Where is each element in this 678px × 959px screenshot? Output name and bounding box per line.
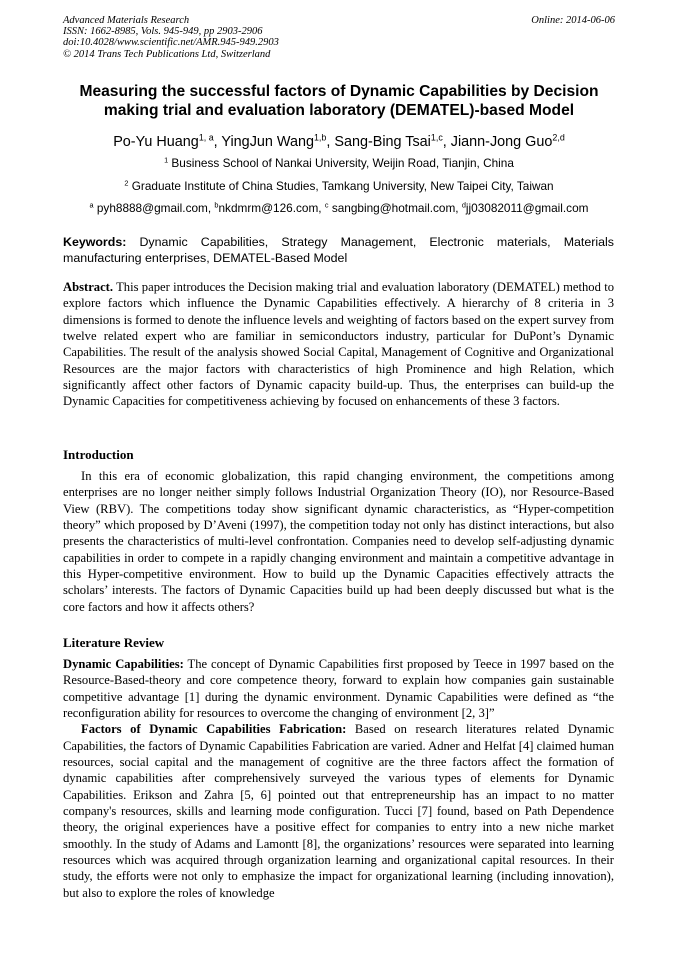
email-list: $^a$ pyh8888@gmail.com, $^b$nkdmrm@126.com, $^c$ sangbing@hotmail.com, $^d$jj03082011@gmail.com — [89, 200, 589, 215]
introduction-body — [63, 468, 614, 615]
affiliation-1: $^1$ Business School of Nankai University, Weijin Road, Tianjin, China — [164, 155, 514, 170]
author-list — [40, 133, 638, 151]
heading-introduction: Introduction — [63, 447, 134, 462]
runin-factors: Factors of Dynamic Capabilities Fabrication: — [81, 722, 347, 737]
heading-literature-review: Literature Review — [63, 635, 165, 650]
author: Jiann-Jong Guo$^{2,d}$ — [450, 132, 565, 150]
author: Po-Yu Huang$^{1, a}$, — [113, 132, 222, 150]
journal-copyright: © 2014 Trans Tech Publications Ltd, Switzerland — [63, 48, 271, 60]
abstract-label: Abstract. — [63, 280, 114, 294]
keywords-label: Keywords: — [63, 235, 127, 249]
literature-paragraph-1: Dynamic Capabilities: The concept of Dynamic Capabilities first proposed by Teece in 1997 based on the Resource-Based-theory and core competence theory, forward to explain how companies gain sustainable competitive advantage [1] during the dynamic environment. Dynamic Capabilities were defined as “the reconfiguration ability for resources to overcome the changing of environment [2, 3]” — [63, 657, 614, 721]
paper-title: Measuring the successful factors of Dynamic Capabilities by Decision making trial and evaluation laboratory (DEMATEL)-based Model — [79, 83, 599, 119]
affiliation-2: $^2$ Graduate Institute of China Studies, Tamkang University, New Taipei City, Taiwan — [124, 178, 554, 193]
author: YingJun Wang$^{1,b}$, — [221, 132, 335, 150]
introduction-paragraph: In this era of economic globalization, this rapid changing environment, the competitions among enterprises are no longer neither simply follows Industrial Organization Theory (IO), nor Resource-Based View (RBV). The competitions today show significant dynamic characteristics, as “Hyper-competition theory” which proposed by D’Aveni (1997), the competition today not only has distinct interactions, but also presents the characteristics of multi-level confrontation. Companies need to develop self-adjusting dynamic capabilities in order to compete in a rapidly changing environment and maintain a competitive advantage in this Hyper-competitive environment. How to build up the Dynamic Capacities effectively attracts the scholars’ interests. The factors of Dynamic Capacities build up had been deeply discussed but what is the core factors and how it affects others? — [63, 469, 614, 614]
journal-issn: ISSN: 1662-8985, Vols. 945-949, pp 2903-2906 — [63, 26, 263, 38]
online-date: Online: 2014-06-06 — [531, 15, 615, 26]
journal-header — [63, 15, 279, 60]
journal-name: Advanced Materials Research — [63, 15, 190, 26]
keywords-text: Dynamic Capabilities, Strategy Management, Electronic materials, Materials manufacturing enterprises, DEMATEL-Based Model — [63, 235, 614, 265]
keywords — [63, 235, 614, 266]
literature-body — [63, 656, 614, 901]
author: Sang-Bing Tsai$^{1,c}$, — [334, 132, 451, 150]
abstract-text: This paper introduces the Decision making trial and evaluation laboratory (DEMATEL) method to explore factors which influence the Dynamic Capabilities effectively. A hierarchy of 8 criteria in 3 dimensions is formed to denote the influence levels and weighting of factors based on the expert survey from twelve related expert who are familiar in semiconductors industry, particular for DuPont’s Dynamic Capabilities. The result of the analysis showed Social Capital, Management of Cognitive and Organizational Resources are the major factors with characteristics of high Prominence and high Relation, which significantly affect other factors of Dynamic capacity build-up. Thus, the enterprises can build-up the Dynamic Capacities for competitiveness achieving by focused on enhancements of these 3 factors. — [63, 280, 615, 409]
abstract — [63, 279, 614, 410]
journal-doi: doi:10.4028/www.scientific.net/AMR.945-949.2903 — [63, 37, 279, 49]
runin-dynamic-capabilities: Dynamic Capabilities: — [63, 657, 184, 671]
literature-paragraph-2: Factors of Dynamic Capabilities Fabrication: Based on research literatures related Dynamic Capabilities, the factors of Dynamic Capabilities Fabrication are varied. Adner and Helfat [4] claimed human resources, social capital and the management of cognitive are the three factors affect the formation of dynamic capabilities after comprehensively surveyed the various types of elements for Dynamic Capabilities. Erikson and Zahra [5, 6] pointed out that entrepreneurship has an impact to no matter company's resources, skills and learning mode configuration. Tucci [7] found, based on Path Dependence theory, the original experiences have a positive effect for companies to entry into a new niche market smoothly. In the study of Adams and Lamontt [8], the organizations’ resources were separated into learning resources which was acquired through organization learning and organizational capital resources. In their study, the efforts were not only to emphasize the impact for organizational learning (including innovation), but also to explore the roles of knowledge — [63, 722, 614, 900]
